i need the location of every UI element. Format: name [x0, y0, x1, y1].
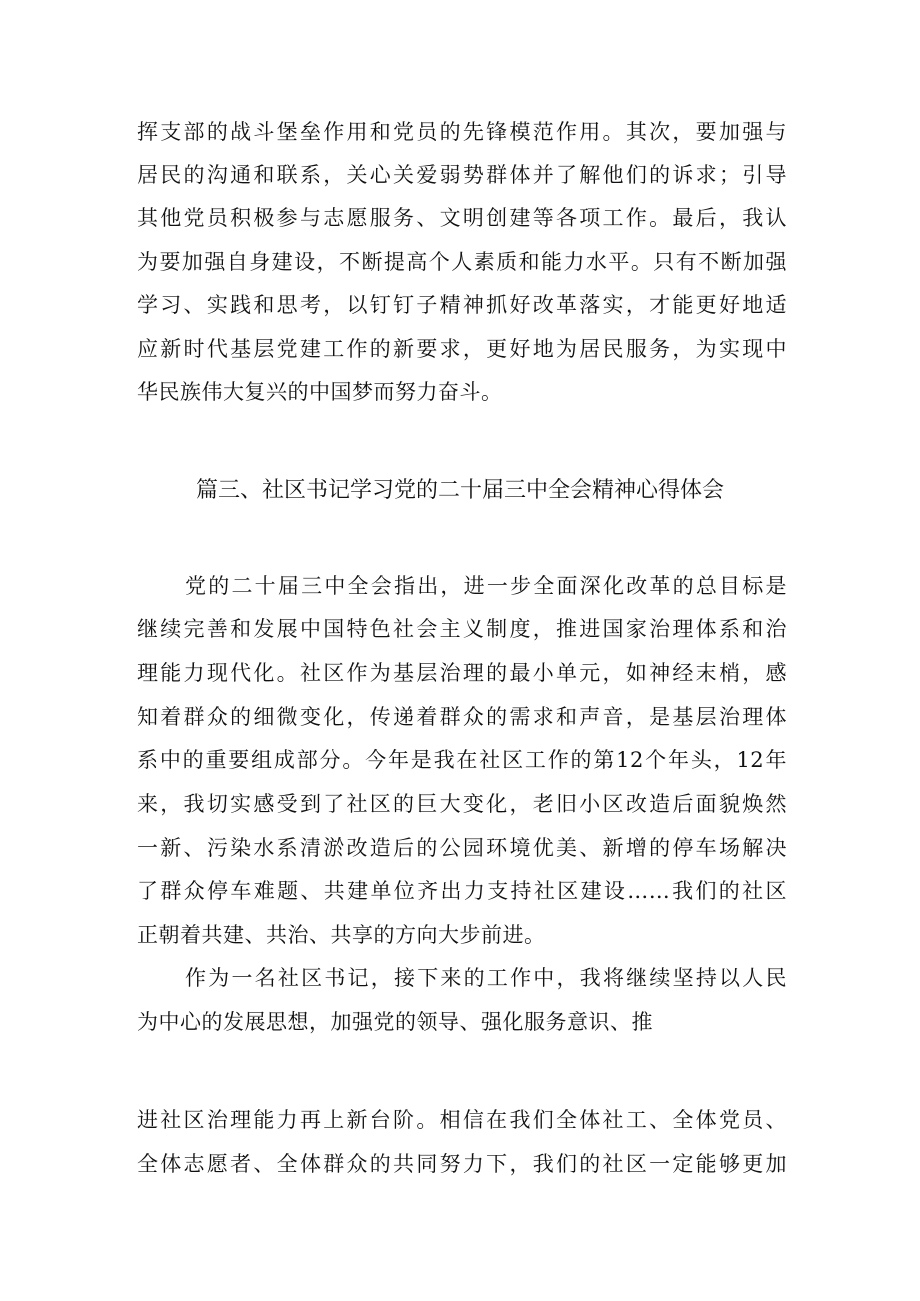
body-text-line: 学习、实践和思考，以钉钉子精神抓好改革落实，才能更好地适 — [137, 293, 787, 317]
body-text-line: 知着群众的细微变化，传递着群众的需求和声音，是基层治理体 — [137, 705, 787, 729]
body-text-line: 来，我切实感受到了社区的巨大变化，老旧小区改造后面貌焕然 — [137, 792, 787, 816]
body-text-line: 为要加强自身建设，不断提高个人素质和能力水平。只有不断加强 — [137, 250, 787, 274]
body-text-line: 了群众停车难题、共建单位齐出力支持社区建设……我们的社区 — [137, 879, 787, 903]
body-text-line: 进社区治理能力再上新台阶。相信在我们全体社工、全体党员、 — [137, 1108, 787, 1132]
body-text-line: 应新时代基层党建工作的新要求，更好地为居民服务，为实现中 — [137, 337, 787, 361]
body-text-line: 理能力现代化。社区作为基层治理的最小单元，如神经末梢，感 — [137, 661, 787, 685]
body-text-line: 党的二十届三中全会指出，进一步全面深化改革的总目标是 — [185, 574, 787, 598]
body-text-line: 其他党员积极参与志愿服务、文明创建等各项工作。最后，我认 — [137, 206, 787, 230]
section-heading: 篇三、社区书记学习党的二十届三中全会精神心得体会 — [195, 478, 724, 503]
body-text-line: 挥支部的战斗堡垒作用和党员的先锋模范作用。其次，要加强与 — [137, 120, 787, 144]
body-text-line: 作为一名社区书记，接下来的工作中，我将继续坚持以人民 — [185, 966, 787, 990]
body-text-line: 华民族伟大复兴的中国梦而努力奋斗。 — [137, 380, 503, 404]
body-text-line: 正朝着共建、共治、共享的方向大步前进。 — [137, 923, 546, 947]
body-text-line: 为中心的发展思想，加强党的领导、强化服务意识、推 — [137, 1010, 653, 1034]
body-text-line: 系中的重要组成部分。今年是我在社区工作的第12个年头，12年 — [137, 748, 787, 772]
body-text-line: 一新、污染水系清淤改造后的公园环境优美、新增的停车场解决 — [137, 836, 787, 860]
body-text-line: 全体志愿者、全体群众的共同努力下，我们的社区一定能够更加 — [137, 1152, 787, 1176]
body-text-line: 居民的沟通和联系，关心关爱弱势群体并了解他们的诉求；引导 — [137, 163, 787, 187]
body-text-line: 继续完善和发展中国特色社会主义制度，推进国家治理体系和治 — [137, 617, 787, 641]
